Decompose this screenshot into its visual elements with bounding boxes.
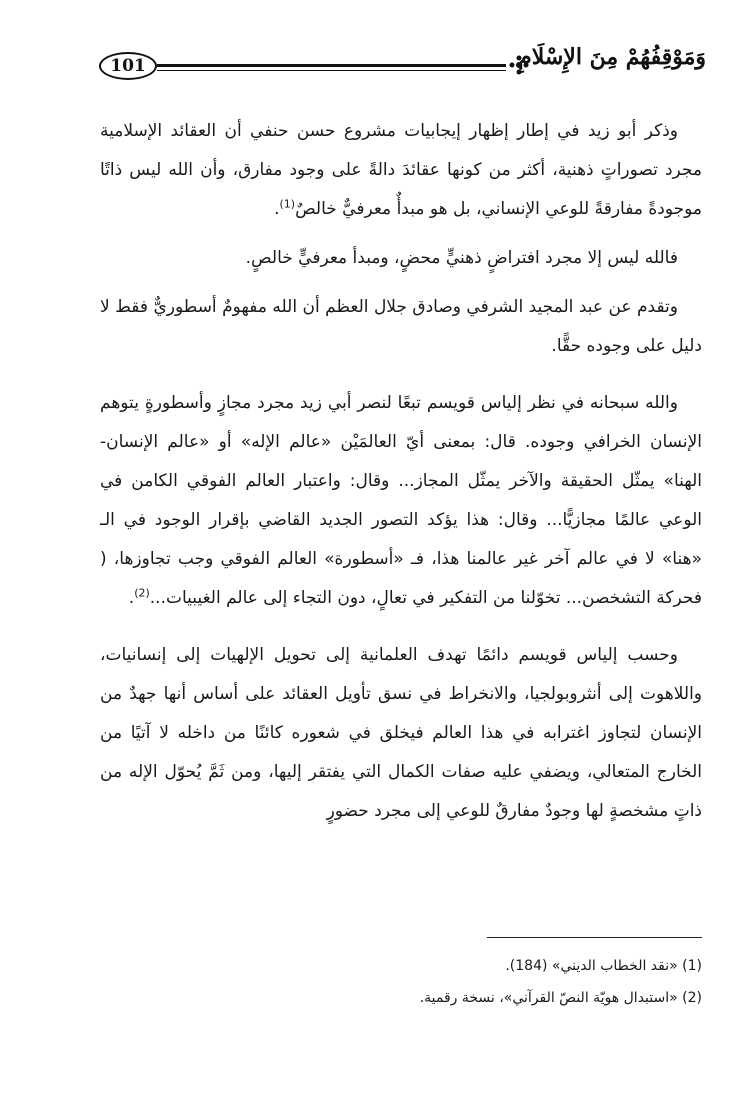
- running-header: [95, 44, 706, 94]
- header-rule-thin: [157, 70, 506, 71]
- footnote-ref: (2): [134, 586, 150, 600]
- footnote-ref: (1): [279, 197, 296, 211]
- running-title: وَمَوْقِفُهُمْ مِنَ الإِسْلَامِ: [518, 44, 706, 70]
- paragraph: وتقدم عن عبد المجيد الشرفي وصادق جلال العظم أن الله مفهومٌ أسطوريٌّ فقط لا دليل على وجوده حقًّا.: [100, 297, 702, 356]
- paragraph: وذكر أبو زيد في إطار إظهار إيجابيات مشروع حسن حنفي أن العقائد الإسلامية مجرد تصوراتٍ ذهنية، أكثر من كونها عقائدَ دالةً على وجود مفارق، وأن الله ليس ذاتًا موجودةً مفارقةً للوعي الإنساني، بل هو مبدأٌ معرفيٌّ خالصٌ$^{(1)}$.: [100, 121, 702, 219]
- footnote-item: (2) «استبدال هويّة النصّ القرآني»، نسخة رقمية.: [419, 990, 702, 1006]
- footnote-divider: [487, 937, 702, 938]
- page-number: 101: [99, 52, 157, 80]
- header-rule: [157, 64, 506, 67]
- body-text: [100, 112, 702, 831]
- paragraph: والله سبحانه في نظر إلياس قويسم تبعًا لنصر أبي زيد مجرد مجازٍ وأسطورةٍ يتوهم الإنسان الخرافي وجوده. قال: بمعنى أيّ العالمَيْن «عالم الإله» أو «عالم الإنسان- الهنا» يمثّل الحقيقة والآخر يمثّل المجاز... وقال: واعتبار العالم الفوقي الكامن في الوعي عالمًا مجازيًّا... وقال: هذا يؤكد التصور الجديد القاضي بإقرار الوجود في الـ «هنا» لا في عالم آخر غير عالمنا هذا، فـ «أسطورة» العالم الفوقي وجب تجاوزها، ( فحركة التشخصن... تخوّلنا من التفكير في تعالٍ، دون التجاء إلى عالم الغيبيات...$^{(2)}$.: [100, 393, 702, 608]
- paragraph: فالله ليس إلا مجرد افتراضٍ ذهنيٍّ محضٍ، ومبدأ معرفيٍّ خالصٍ.: [245, 248, 678, 268]
- footnotes: [100, 950, 702, 1014]
- footnote-item: (1) «نقد الخطاب الديني» (184).: [505, 958, 702, 974]
- paragraph: وحسب إلياس قويسم دائمًا تهدف العلمانية إلى تحويل الإلهيات إلى إنسانيات، واللاهوت إلى أنثروبولجيا، والانخراط في نسق تأويل العقائد على أساس أنها جهدٌ من الإنسان لتجاوز اغترابه في هذا العالم فيخلق في شعوره كائنًا من داخله لا آتيًا من الخارج المتعالي، ويضفي عليه صفات الكمال التي يفتقر إليها، ومن ثَمَّ يُحوّل الإله من ذاتٍ مشخصةٍ لها وجودٌ مفارقٌ للوعي إلى مجرد حضورٍ: [100, 645, 702, 821]
